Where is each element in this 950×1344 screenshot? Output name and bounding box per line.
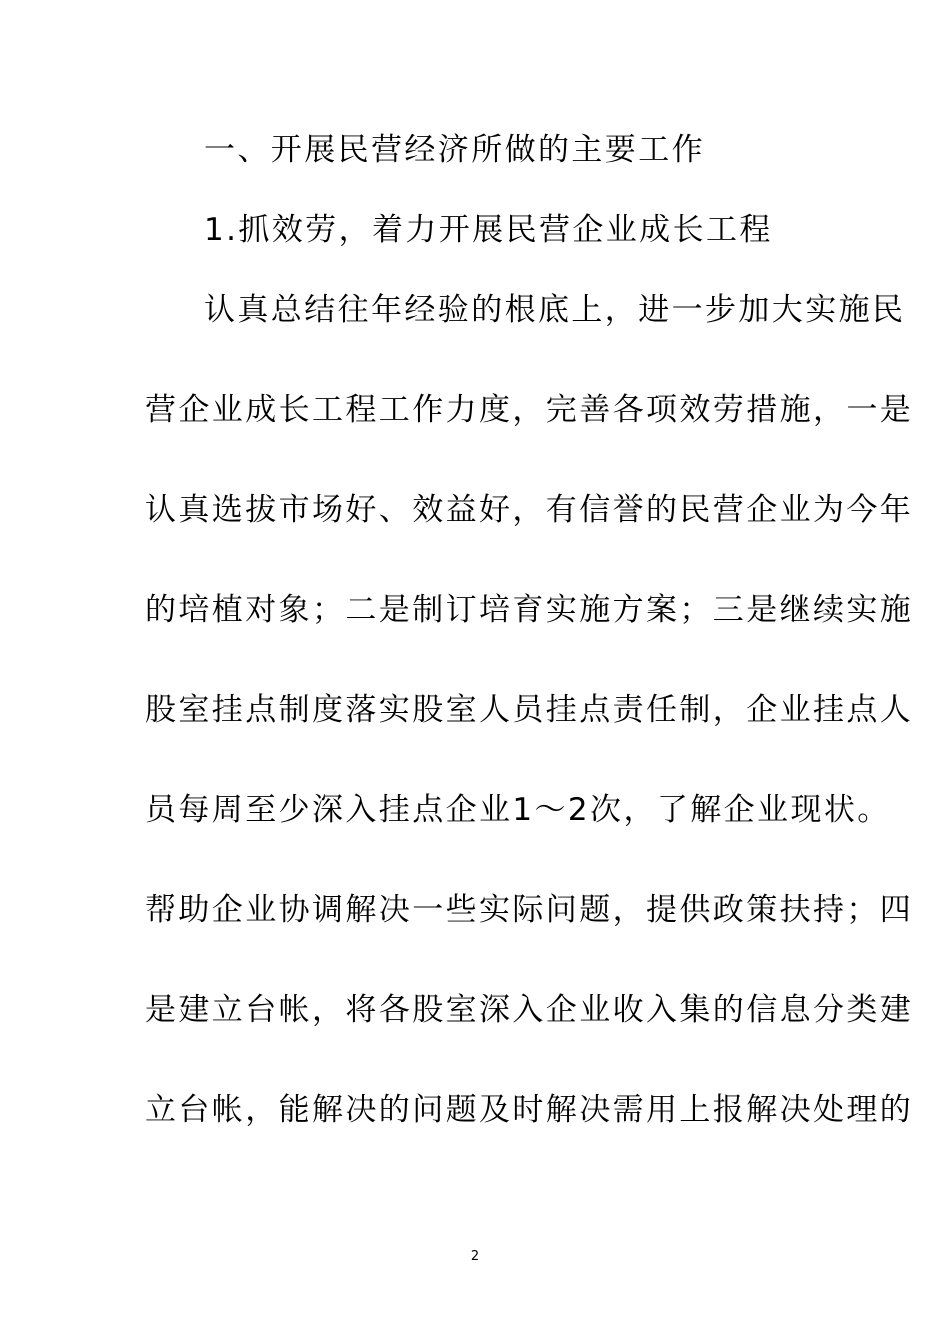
section-heading: 一、开展民营经济所做的主要工作 <box>204 132 705 168</box>
paragraph-line: 是建立台帐，将各股室深入企业收入集的信息分类建 <box>145 992 914 1028</box>
paragraph-line: 营企业成长工程工作力度，完善各项效劳措施，一是 <box>145 392 914 428</box>
paragraph-line: 立台帐，能解决的问题及时解决需用上报解决处理的 <box>145 1092 914 1128</box>
paragraph-line: 员每周至少深入挂点企业1～2次，了解企业现状。 <box>145 792 891 828</box>
paragraph-line: 股室挂点制度落实股室人员挂点责任制，企业挂点人 <box>145 692 914 728</box>
page-number: 2 <box>470 1249 480 1264</box>
paragraph-line: 帮助企业协调解决一些实际问题，提供政策扶持；四 <box>145 892 914 928</box>
paragraph-line: 认真总结往年经验的根底上，进一步加大实施民 <box>204 292 906 328</box>
paragraph-line: 的培植对象；二是制订培育实施方案；三是继续实施 <box>145 592 914 628</box>
subsection-heading: 1.抓效劳，着力开展民营企业成长工程 <box>204 212 773 248</box>
paragraph-line: 认真选拔市场好、效益好，有信誉的民营企业为今年 <box>145 492 914 528</box>
